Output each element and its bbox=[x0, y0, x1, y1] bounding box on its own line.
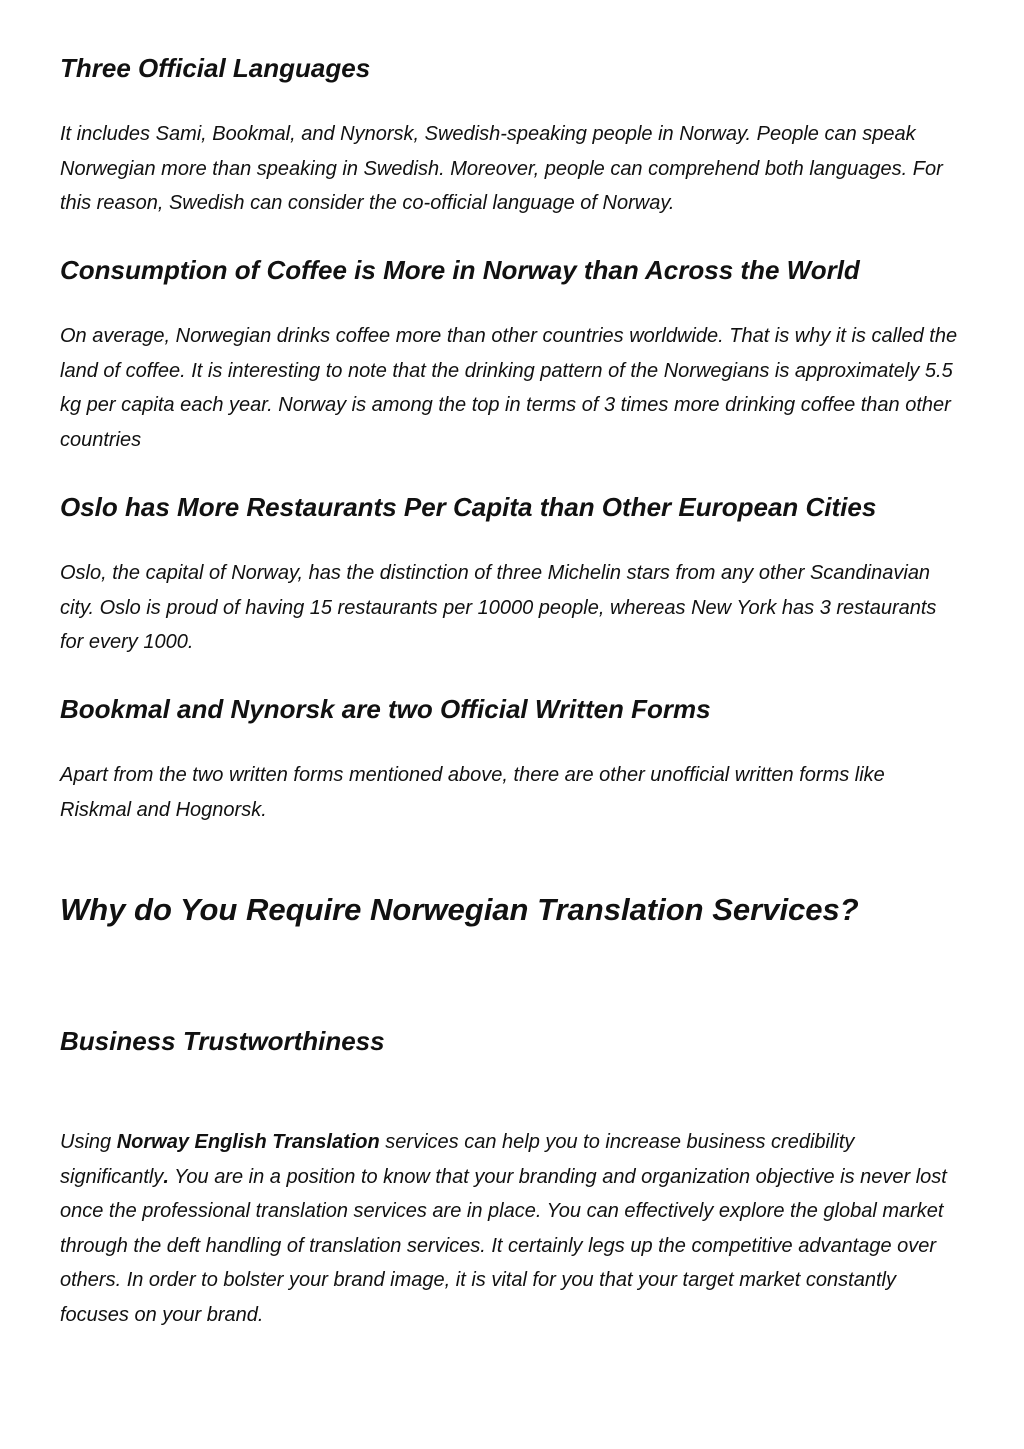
section-heading-official-languages: Three Official Languages bbox=[60, 53, 371, 83]
section-body-written-forms: Apart from the two written forms mentioned above, there are other unofficial written forms like Riskmal and Hognorsk. bbox=[60, 764, 885, 821]
section-heading-coffee: Consumption of Coffee is More in Norway than Across the World bbox=[60, 255, 860, 285]
section-heading-written-forms: Bookmal and Nynorsk are two Official Written Forms bbox=[60, 694, 711, 724]
section-heading-business: Business Trustworthiness bbox=[60, 1026, 385, 1056]
business-text-part1: services can help you to increase business credibility significantly bbox=[60, 1131, 855, 1188]
section-body-official-languages: It includes Sami, Bookmal, and Nynorsk, Swedish-speaking people in Norway. People can speak Norwegian more than speaking in Swedish. Moreover, people can comprehend both languages. For this reason, Swedish can consider the co-official language of Norway. bbox=[60, 123, 943, 214]
norway-english-translation-link[interactable]: Norway English Translation bbox=[116, 1131, 380, 1153]
main-heading: Why do You Require Norwegian Translation Services? bbox=[60, 892, 859, 927]
section-body-oslo-restaurants: Oslo, the capital of Norway, has the distinction of three Michelin stars from any other Scandinavian city. Oslo is proud of having 15 restaurants per 10000 people, whereas New York has 3 restaurants for every 1000. bbox=[60, 562, 937, 653]
business-bold-period: . bbox=[163, 1165, 169, 1188]
section-body-coffee: On average, Norwegian drinks coffee more than other countries worldwide. That is why it is called the land of coffee. It is interesting to note that the drinking pattern of the Norwegians is approximately 5.5 kg per capita each year. Norway is among the top in terms of 3 times more drinking coffee than other countries bbox=[60, 325, 958, 451]
section-heading-oslo-restaurants: Oslo has More Restaurants Per Capita than Other European Cities bbox=[60, 492, 877, 522]
business-intro-text: Using bbox=[60, 1131, 117, 1153]
section-body-business bbox=[60, 1125, 960, 1332]
business-text-part2: You are in a position to know that your branding and organization objective is never lost once the professional translation services are in place. You can effectively explore the global market through the deft handling of translation services. It certainly legs up the competitive advantage over others. In order to bolster your brand image, it is vital for you that your target market constantly focuses on your brand. bbox=[60, 1165, 947, 1326]
